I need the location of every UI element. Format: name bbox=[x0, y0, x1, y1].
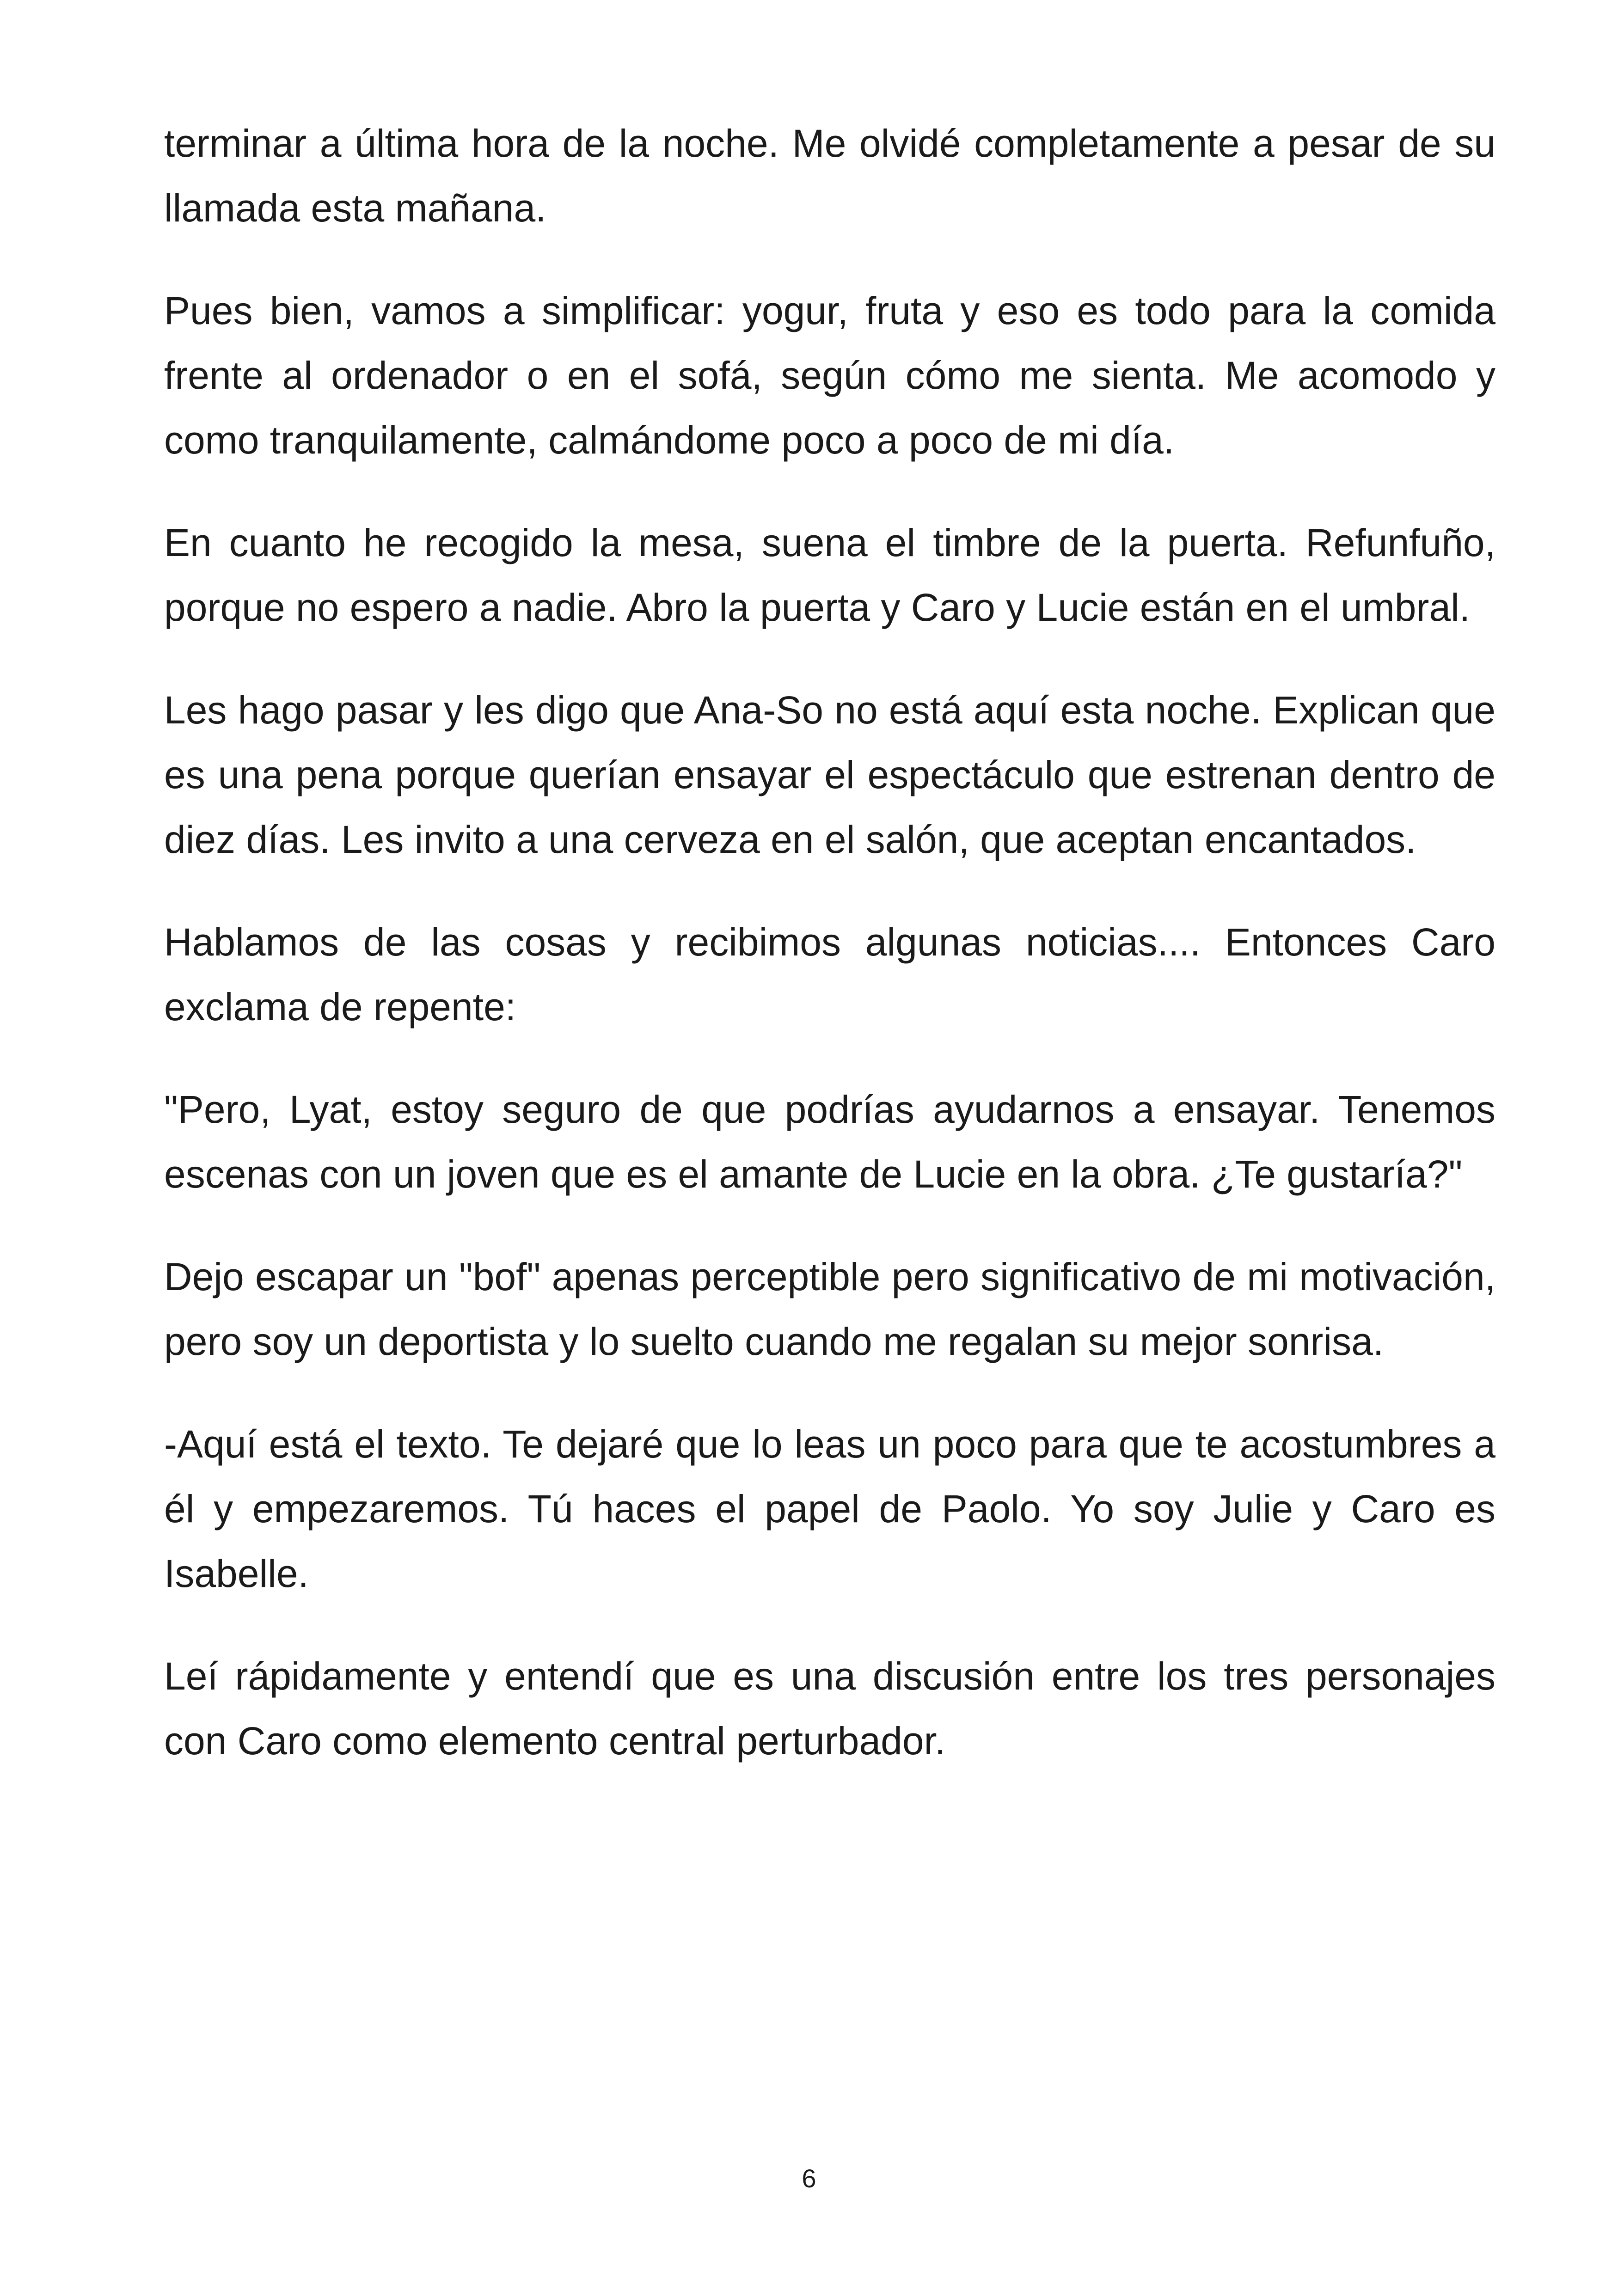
paragraph-9: Leí rápidamente y entendí que es una discusión entre los tres personajes con Caro como elemento central perturbador. bbox=[164, 1654, 1495, 1763]
paragraph-4: Les hago pasar y les digo que Ana-So no está aquí esta noche. Explican que es una pena porque querían ensayar el espectáculo que estrenan dentro de diez días. Les invito a una cerveza en el salón, que aceptan encantados. bbox=[164, 688, 1495, 861]
paragraph-3: En cuanto he recogido la mesa, suena el timbre de la puerta. Refunfuño, porque no espero a nadie. Abro la puerta y Caro y Lucie están en el umbral. bbox=[164, 521, 1495, 629]
paragraph-8: -Aquí está el texto. Te dejaré que lo leas un poco para que te acostumbres a él y empezaremos. Tú haces el papel de Paolo. Yo soy Julie y Caro es Isabelle. bbox=[164, 1422, 1495, 1595]
paragraph-5: Hablamos de las cosas y recibimos algunas noticias.... Entonces Caro exclama de repente: bbox=[164, 920, 1495, 1029]
page-number: 6 bbox=[802, 2164, 816, 2193]
paragraph-6: "Pero, Lyat, estoy seguro de que podrías ayudarnos a ensayar. Tenemos escenas con un joven que es el amante de Lucie en la obra. ¿Te gustaría?" bbox=[164, 1088, 1495, 1196]
paragraph-1: terminar a última hora de la noche. Me olvidé completamente a pesar de su llamada esta mañana. bbox=[164, 122, 1495, 230]
paragraph-2: Pues bien, vamos a simplificar: yogur, fruta y eso es todo para la comida frente al ordenador o en el sofá, según cómo me sienta. Me acomodo y como tranquilamente, calmándome poco a poco de mi día. bbox=[164, 289, 1495, 462]
paragraph-7: Dejo escapar un "bof" apenas perceptible pero significativo de mi motivación, pero soy un deportista y lo suelto cuando me regalan su mejor sonrisa. bbox=[164, 1255, 1495, 1363]
body-text bbox=[164, 111, 1495, 1811]
